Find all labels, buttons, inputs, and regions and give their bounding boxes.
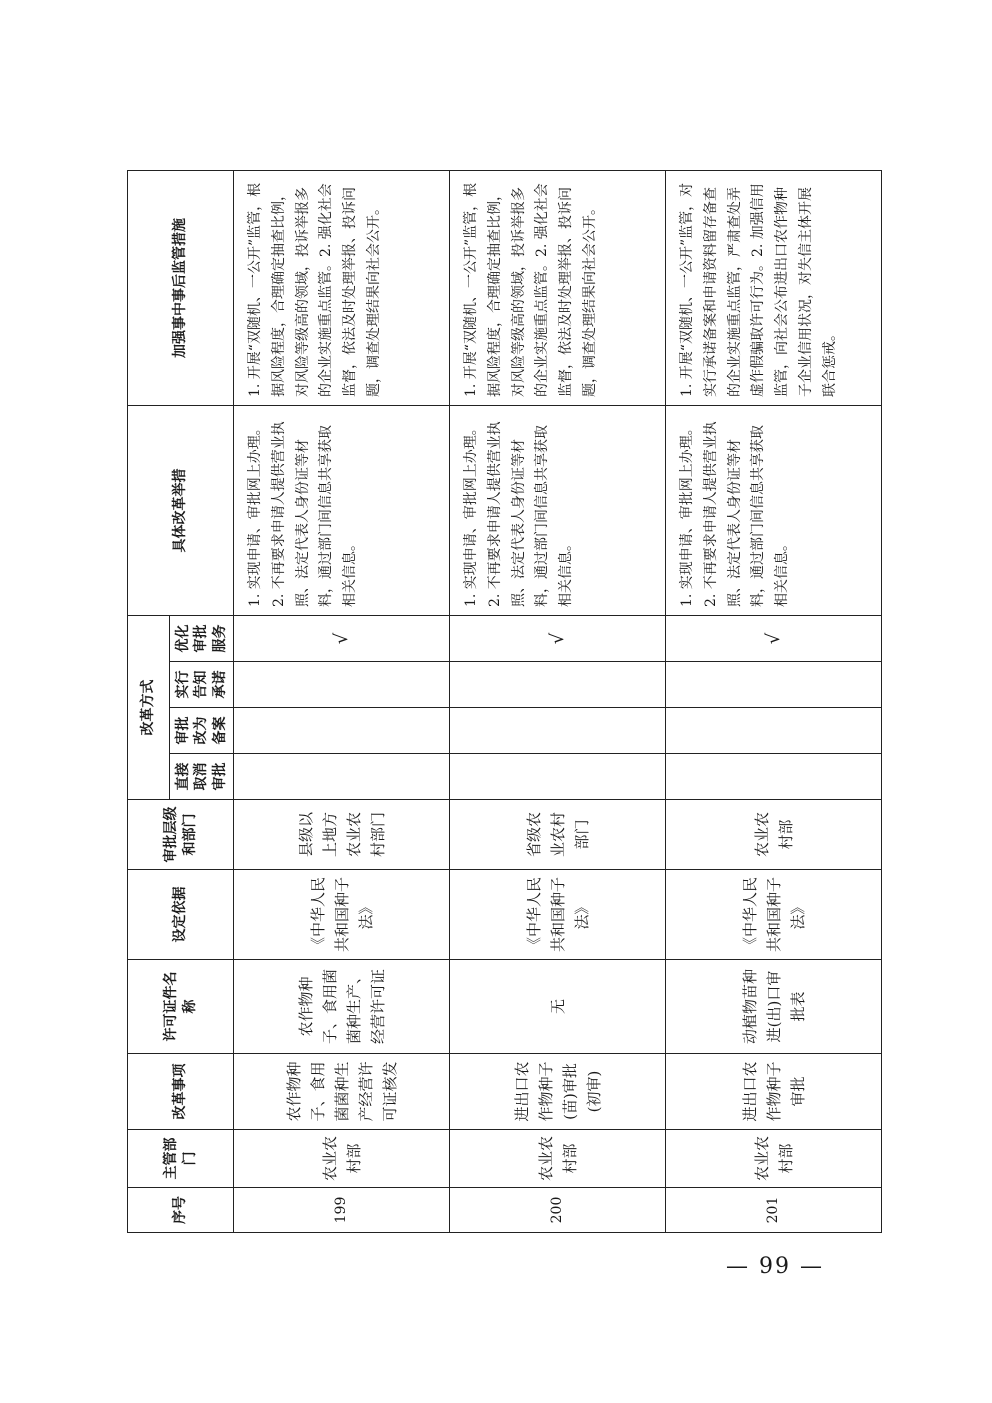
cell-supervision: 1. 开展“双随机、一公开”监管，根据风险程度，合理确定抽查比例，对风险等级高的领域，投诉举报多的企业实施重点监管。2. 强化社会监督，依法及时处理举报、投诉问题，调查处理结果向社会公开。 [234, 171, 450, 406]
cell-mark-optimize: √ [450, 616, 666, 662]
header-department: 主管部门 [128, 1130, 234, 1188]
cell-supervision: 1. 开展“双随机、一公开”监管，对实行承诺备案和申请资料留存备查的企业实施重点监管，严肃查处弄虚作假骗取许可行为。2. 加强信用监管，向社会公布进出口农作物种子企业信用状况，对失信主体开展联合惩戒。 [666, 171, 882, 406]
cell-department: 农业农村部 [234, 1130, 450, 1188]
cell-mark-notify [450, 662, 666, 708]
cell-measures: 1. 实现申请、审批网上办理。2. 不再要求申请人提供营业执照、法定代表人身份证等材料，通过部门间信息共享获取相关信息。 [666, 406, 882, 616]
cell-mark-filing [666, 708, 882, 754]
cell-mark-optimize: √ [666, 616, 882, 662]
cell-item: 进出口农作物种子审批 [666, 1054, 882, 1130]
header-row-top [128, 171, 170, 1233]
table-row [666, 171, 882, 1233]
cell-measures: 1. 实现申请、审批网上办理。2. 不再要求申请人提供营业执照、法定代表人身份证等材料，通过部门间信息共享获取相关信息。 [234, 406, 450, 616]
cell-basis: 《中华人民共和国种子法》 [234, 870, 450, 960]
cell-basis: 《中华人民共和国种子法》 [450, 870, 666, 960]
cell-supervision: 1. 开展“双随机、一公开”监管，根据风险程度，合理确定抽查比例，对风险等级高的领域，投诉举报多的企业实施重点监管。2. 强化社会监督，依法及时处理举报、投诉问题，调查处理结果向社会公开。 [450, 171, 666, 406]
header-approval-level: 审批层级和部门 [128, 800, 234, 870]
cell-approval-level: 农业农村部 [666, 800, 882, 870]
cell-mark-cancel [450, 754, 666, 800]
cell-mark-filing [234, 708, 450, 754]
cell-license: 动植物苗种进(出)口审批表 [666, 960, 882, 1054]
header-option-notify: 实行告知承诺 [170, 662, 234, 708]
cell-license: 农作物种子、食用菌菌种生产、经营许可证 [234, 960, 450, 1054]
cell-approval-level: 县级以上地方农业农村部门 [234, 800, 450, 870]
page-number: — 99 — [726, 1254, 824, 1279]
cell-mark-notify [666, 662, 882, 708]
cell-license: 无 [450, 960, 666, 1054]
header-serial: 序号 [128, 1188, 234, 1233]
header-license: 许可证件名称 [128, 960, 234, 1054]
cell-mark-notify [234, 662, 450, 708]
header-basis: 设定依据 [128, 870, 234, 960]
header-option-cancel: 直接取消审批 [170, 754, 234, 800]
reform-items-table [127, 170, 882, 1233]
cell-department: 农业农村部 [666, 1130, 882, 1188]
cell-department: 农业农村部 [450, 1130, 666, 1188]
rotated-table-container [127, 171, 860, 1233]
cell-item: 进出口农作物种子(苗)审批(初审) [450, 1054, 666, 1130]
cell-item: 农作物种子、食用菌菌种生产经营许可证核发 [234, 1054, 450, 1130]
cell-mark-cancel [666, 754, 882, 800]
header-supervision: 加强事中事后监管措施 [128, 171, 234, 406]
cell-serial: 201 [666, 1188, 882, 1233]
cell-serial: 199 [234, 1188, 450, 1233]
header-item: 改革事项 [128, 1054, 234, 1130]
header-option-optimize: 优化审批服务 [170, 616, 234, 662]
header-measures: 具体改革举措 [128, 406, 234, 616]
cell-mark-cancel [234, 754, 450, 800]
table-row [234, 171, 450, 1233]
header-option-filing: 审批改为备案 [170, 708, 234, 754]
cell-serial: 200 [450, 1188, 666, 1233]
cell-mark-filing [450, 708, 666, 754]
cell-approval-level: 省级农业农村部门 [450, 800, 666, 870]
cell-mark-optimize: √ [234, 616, 450, 662]
cell-measures: 1. 实现申请、审批网上办理。2. 不再要求申请人提供营业执照、法定代表人身份证等材料，通过部门间信息共享获取相关信息。 [450, 406, 666, 616]
header-reform-method: 改革方式 [128, 616, 170, 800]
table-row [450, 171, 666, 1233]
cell-basis: 《中华人民共和国种子法》 [666, 870, 882, 960]
